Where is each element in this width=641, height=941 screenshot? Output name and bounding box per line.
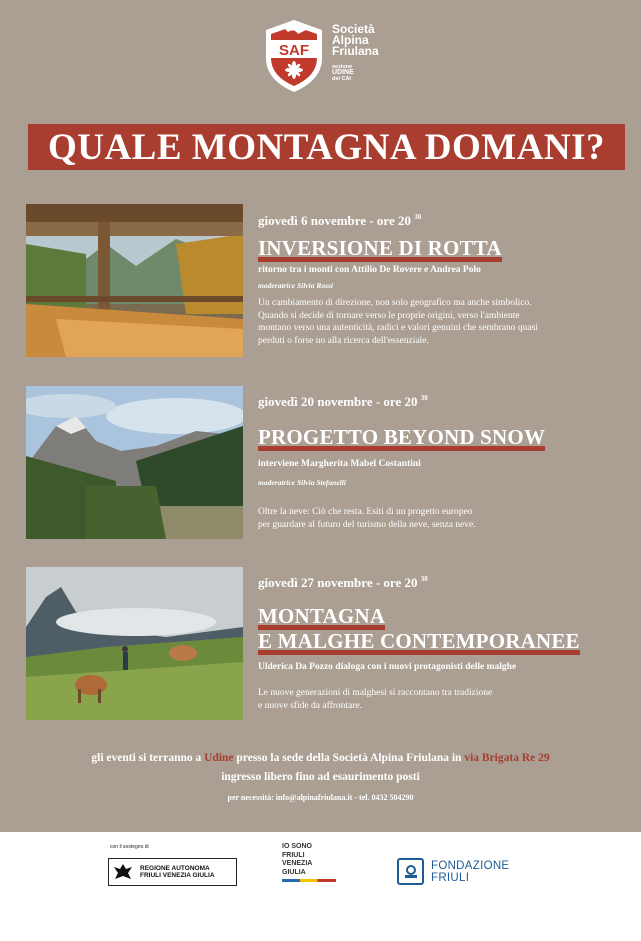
regione-logo: REGIONE AUTONOMA FRIULI VENEZIA GIULIA xyxy=(108,858,237,886)
logo-name: Società Alpina Friulana xyxy=(332,22,379,58)
event-description: Oltre la neve: Ciò che resta. Esiti di un progetto europeo per guardare al futuro del turismo della neve, senza neve. xyxy=(258,507,476,530)
tricolor-bar xyxy=(282,879,336,882)
event-moderator: moderatrice Silvia Stefanelli xyxy=(258,478,346,487)
svg-text:SAF: SAF xyxy=(279,42,309,59)
contact-line: per necessità: info@alpinafriulana.it - tel. 0432 504290 xyxy=(227,793,414,802)
fondazione-friuli-logo: FONDAZIONE FRIULI xyxy=(397,858,509,885)
io-sono-fvg-logo: IO SONO FRIULI VENEZIA GIULIA xyxy=(282,843,336,882)
saf-logo xyxy=(262,18,392,98)
page-title: QUALE MONTAGNA DOMANI? xyxy=(47,126,606,168)
event-description: Un cambiamento di direzione, non solo geografico ma anche simbolico. Quando si decide di tornare verso le proprie origini, verso l'ambiente montano verso una autenticità, radici e valori genuini che sembrano quasi perduti o forse no alla ricerca dell'essenziale. xyxy=(258,298,538,346)
event-3-photo xyxy=(26,567,243,720)
event-title: INVERSIONE DI ROTTA xyxy=(258,236,502,260)
title-banner xyxy=(28,124,625,170)
event-date: giovedì 20 novembre - ore 20 $^{30}$ xyxy=(258,394,428,409)
logo-section: sezione UDINE del CAI xyxy=(332,64,354,82)
event-date: giovedì 6 novembre - ore 20 $^{30}$ xyxy=(258,213,422,228)
saf-shield-icon xyxy=(262,18,326,94)
event-1-photo xyxy=(26,204,243,357)
event-guest: Ulderica Da Pozzo dialoga con i nuovi protagonisti delle malghe xyxy=(258,662,517,672)
event-date: giovedì 27 novembre - ore 20 $^{30}$ xyxy=(258,575,428,590)
event-guest: interviene Margherita Mabel Costantini xyxy=(258,459,421,469)
event-description: Le nuove generazioni di malghesi si raccontano tra tradizione e nuove sfide da affrontare. xyxy=(258,688,493,711)
event-title: MONTAGNA E MALGHE CONTEMPORANEE xyxy=(258,604,580,653)
event-2-photo xyxy=(26,386,243,539)
entry-note: ingresso libero fino ad esaurimento posti xyxy=(221,771,420,783)
venue-line: gli eventi si terranno a Udine presso la sede della Società Alpina Friulana in via Brigata Re 29 xyxy=(91,752,550,764)
event-moderator: moderatrice Silvia Rossi xyxy=(258,281,333,290)
support-label: con il sostegno di xyxy=(110,844,149,850)
event-guest: ritorno tra i monti con Attilio De Rovere e Andrea Polo xyxy=(258,265,481,275)
event-title: PROGETTO BEYOND SNOW xyxy=(258,425,546,449)
eagle-icon xyxy=(112,861,134,883)
fondazione-icon xyxy=(397,858,424,885)
